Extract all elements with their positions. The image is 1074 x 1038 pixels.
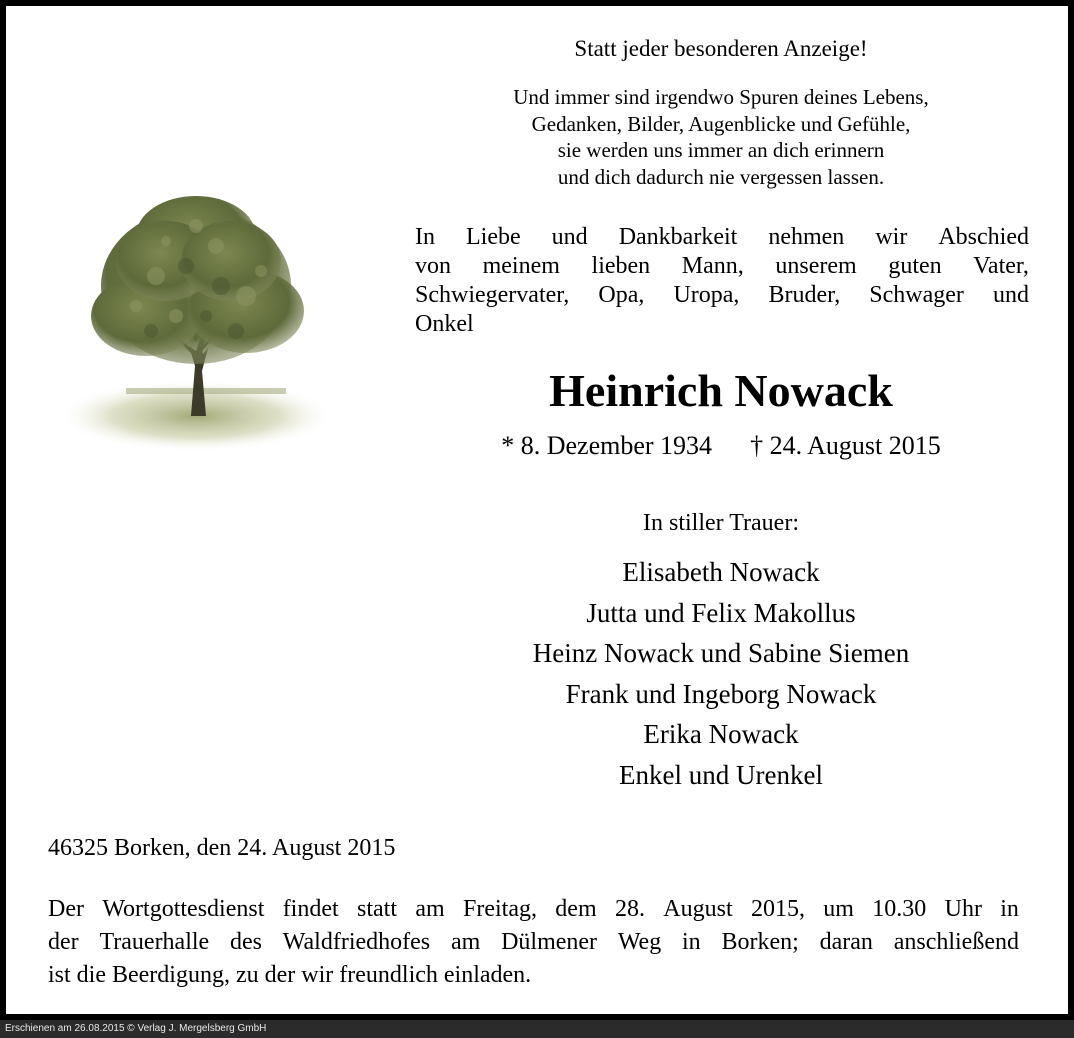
word: anschließend xyxy=(893,929,1019,955)
word: Uhr xyxy=(944,896,982,922)
place-date: 46325 Borken, den 24. August 2015 xyxy=(48,835,396,861)
word: 10.30 xyxy=(872,896,927,922)
word: 2015, xyxy=(750,896,805,922)
word: und xyxy=(551,224,588,250)
word: Trauerhalle xyxy=(99,929,210,955)
word: Dülmener xyxy=(501,929,598,955)
headline: Statt jeder besonderen Anzeige! xyxy=(574,36,868,61)
deceased-name: Heinrich Nowack xyxy=(549,365,893,416)
mourner: Jutta und Felix Makollus xyxy=(586,597,856,628)
word: Freitag, xyxy=(462,896,537,922)
word: von xyxy=(415,253,451,279)
death-date: † 24. August 2015 xyxy=(750,431,941,460)
word: Der xyxy=(48,896,84,922)
word: um xyxy=(823,896,854,922)
word: am xyxy=(415,896,445,922)
word: wir xyxy=(875,224,908,250)
word: meinem xyxy=(482,253,560,279)
word: Mann, xyxy=(681,253,744,279)
word: Dankbarkeit xyxy=(618,224,738,250)
word: In xyxy=(415,224,435,250)
poem xyxy=(411,84,1031,190)
mourners-list xyxy=(411,552,1031,795)
mourning-label: In stiller Trauer: xyxy=(643,510,799,536)
farewell-line: Onkel xyxy=(415,311,474,337)
word: August xyxy=(663,896,733,922)
word: lieben xyxy=(591,253,651,279)
word: Bruder, xyxy=(768,282,841,308)
word: Abschied xyxy=(938,224,1029,250)
word: guten xyxy=(888,253,942,279)
publication-footer: Erschienen am 26.08.2015 © Verlag J. Mergelsberg GmbH xyxy=(0,1020,1074,1038)
farewell-line xyxy=(415,223,1029,252)
word: unserem xyxy=(775,253,857,279)
word: Uropa, xyxy=(673,282,740,308)
word: in xyxy=(1000,896,1019,922)
farewell-line xyxy=(415,281,1029,310)
tree-icon xyxy=(46,166,346,486)
word: nehmen xyxy=(768,224,845,250)
mourner: Frank und Ingeborg Nowack xyxy=(565,678,877,709)
poem-line: Und immer sind irgendwo Spuren deines Lebens, xyxy=(513,85,929,109)
mourner: Enkel und Urenkel xyxy=(619,759,823,790)
word: Schwiegervater, xyxy=(415,282,570,308)
poem-line: und dich dadurch nie vergessen lassen. xyxy=(557,164,885,189)
word: Weg xyxy=(617,929,662,955)
service-info xyxy=(48,893,1019,992)
farewell-text xyxy=(415,223,1029,339)
word: Schwager xyxy=(869,282,964,308)
word: Wortgottesdienst xyxy=(102,896,265,922)
word: am xyxy=(450,929,481,955)
word: Waldfriedhofes xyxy=(282,929,431,955)
farewell-line xyxy=(415,252,1029,281)
word: Borken; xyxy=(721,929,799,955)
life-dates xyxy=(411,431,1031,461)
word: findet xyxy=(282,896,339,922)
word: statt xyxy=(357,896,397,922)
word: und xyxy=(993,282,1029,308)
word: des xyxy=(230,929,262,955)
word: Liebe xyxy=(466,224,521,250)
birth-date: * 8. Dezember 1934 xyxy=(501,431,713,460)
service-line: ist die Beerdigung, zu der wir freundlich einladen. xyxy=(48,962,532,988)
service-line xyxy=(48,893,1019,926)
word: der xyxy=(48,929,79,955)
mourner: Heinz Nowack und Sabine Siemen xyxy=(532,638,910,668)
mourner: Elisabeth Nowack xyxy=(622,557,820,587)
word: daran xyxy=(819,929,873,955)
word: in xyxy=(682,929,701,955)
word: 28. xyxy=(614,896,645,922)
poem-line: sie werden uns immer an dich erinnern xyxy=(557,138,885,162)
word: Opa, xyxy=(598,282,645,308)
word: Vater, xyxy=(973,253,1029,279)
poem-line: Gedanken, Bilder, Augenblicke und Gefühle, xyxy=(531,111,911,136)
service-line xyxy=(48,926,1019,959)
word: dem xyxy=(555,896,597,922)
mourner: Erika Nowack xyxy=(643,719,799,749)
